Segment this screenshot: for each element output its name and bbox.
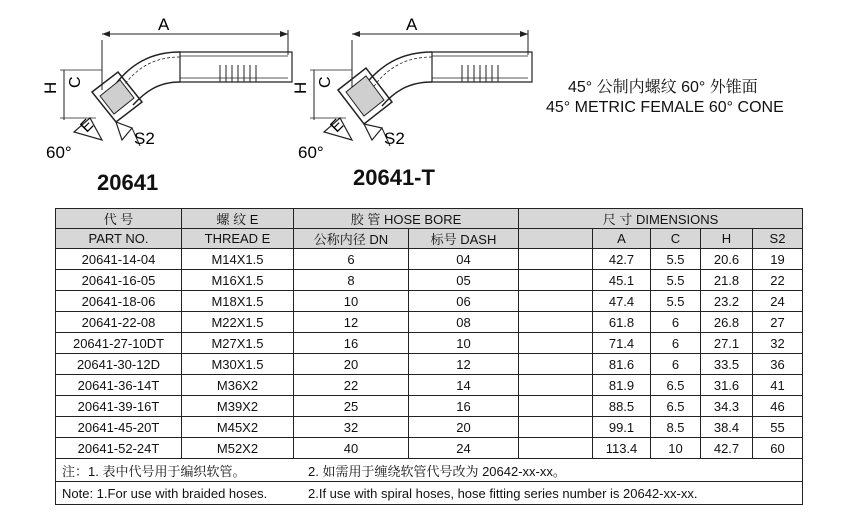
table-row: 20641-27-10DT M27X1.5 16 10 71.4 6 27.1 32 (56, 333, 803, 354)
fitting-drawing-20641-t (282, 10, 552, 170)
dim-s2-label: S2 (384, 129, 405, 148)
table-row: 20641-16-05 M16X1.5 8 05 45.1 5.5 21.8 22 (56, 270, 803, 291)
table-header-row-1 (56, 209, 803, 229)
dim-a-label: A (406, 15, 418, 34)
part-label-20641: 20641 (97, 170, 159, 195)
dim-h-label: H (291, 81, 310, 94)
dim-s2-label: S2 (134, 129, 155, 148)
table-row: 20641-36-14T M36X2 22 14 81.9 6.5 31.6 41 (56, 375, 803, 396)
description-cn: 45° 公制内螺纹 60° 外锥面 (568, 79, 758, 96)
header-c: C (651, 229, 701, 249)
header-hose-bore: 胶 管 HOSE BORE (294, 209, 519, 229)
header-thread-e: THREAD E (182, 229, 294, 249)
table-row: 20641-14-04 M14X1.5 6 04 42.7 5.5 20.6 19 (56, 249, 803, 270)
dim-e-label: E (77, 116, 97, 136)
header-dimensions: 尺 寸 DIMENSIONS (519, 209, 803, 229)
dim-a-label: A (158, 15, 170, 34)
angle-label: 60° (298, 143, 324, 162)
table-row: 20641-45-20T M45X2 32 20 99.1 8.5 38.4 55 (56, 417, 803, 438)
note-en-2: 2.If use with spiral hoses, hose fitting series number is 20642-xx-xx. (308, 485, 698, 501)
header-dn: 公称内径 DN (294, 229, 409, 249)
table-row: 20641-52-24T M52X2 40 24 113.4 10 42.7 60 (56, 438, 803, 459)
table-row: 20641-39-16T M39X2 25 16 88.5 6.5 34.3 46 (56, 396, 803, 417)
note-cn-1: 注：1. 表中代号用于编织软管。 (62, 463, 246, 479)
header-code: 代 号 (56, 209, 182, 229)
header-a: A (593, 229, 651, 249)
table-row: 20641-30-12D M30X1.5 20 12 81.6 6 33.5 36 (56, 354, 803, 375)
dimension-table (55, 208, 803, 505)
header-dash: 标号 DASH (409, 229, 519, 249)
fitting-drawing-20641 (30, 10, 300, 170)
header-thread: 螺 纹 E (182, 209, 294, 229)
header-part-no: PART NO. (56, 229, 182, 249)
note-cn-2: 2. 如需用于缠绕软管代号改为 20642-xx-xx。 (308, 463, 566, 479)
table-row: 20641-22-08 M22X1.5 12 08 61.8 6 26.8 27 (56, 312, 803, 333)
note-en-1: Note: 1.For use with braided hoses. (62, 485, 268, 501)
description-en: 45° METRIC FEMALE 60° CONE (546, 99, 784, 116)
header-s2: S2 (753, 229, 803, 249)
angle-label: 60° (46, 143, 72, 162)
dim-c-label: C (67, 76, 84, 88)
dim-h-label: H (41, 81, 60, 94)
table-header-row-2 (56, 229, 803, 249)
table-row: 20641-18-06 M18X1.5 10 06 47.4 5.5 23.2 24 (56, 291, 803, 312)
dim-c-label: C (317, 76, 334, 88)
notes-cn-row (56, 459, 803, 482)
dim-e-label: E (327, 116, 347, 136)
notes-en-row (56, 482, 803, 505)
header-h: H (701, 229, 753, 249)
part-label-20641-t: 20641-T (353, 165, 435, 190)
header-blank (519, 229, 593, 249)
